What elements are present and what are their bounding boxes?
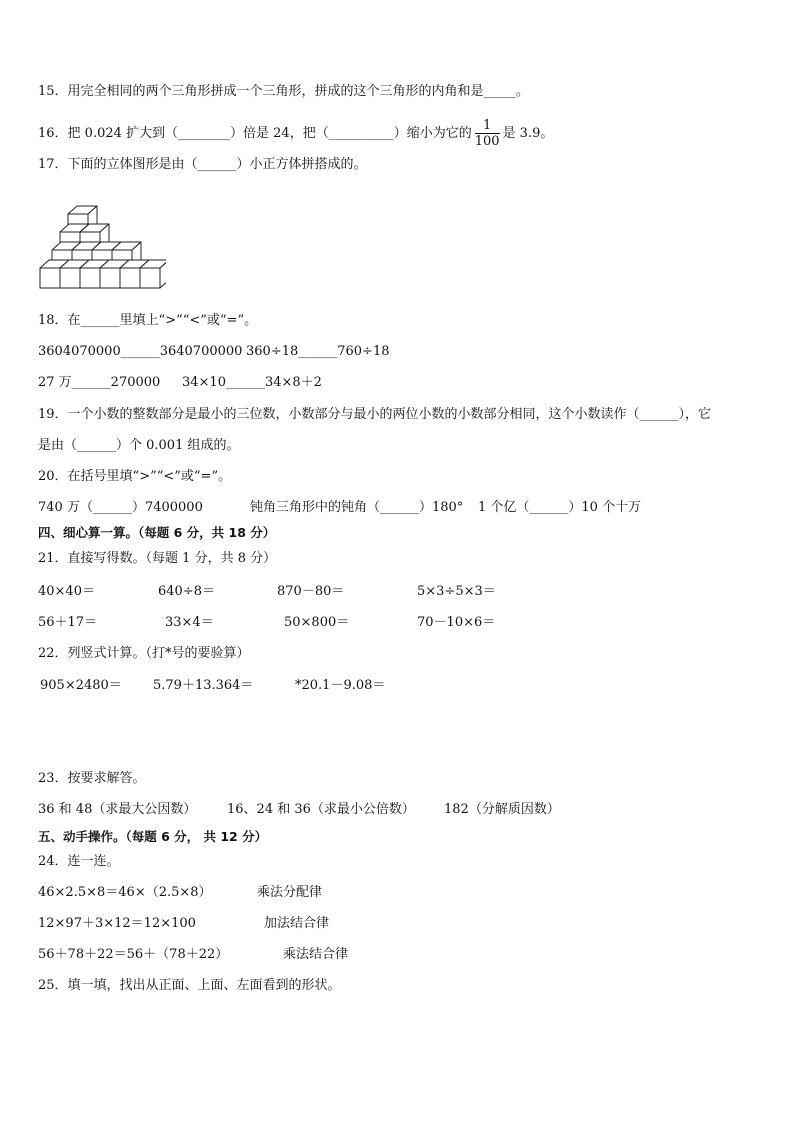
question-19-line1: 19．一个小数的整数部分是最小的三位数，小数部分与最小的两位小数的小数部分相同，这个小数读作（______），它 <box>38 407 712 422</box>
q21-item: 40×40＝ <box>38 584 95 599</box>
q22-item: 5.79＋13.364＝ <box>153 678 254 693</box>
q23-item: 182（分解质因数） <box>444 802 560 817</box>
cube-front-face <box>100 268 120 288</box>
question-16 <box>38 118 553 149</box>
q24-left-item: 46×2.5×8＝46×（2.5×8） <box>38 885 212 900</box>
q20-item-c: 1 个亿（______）10 个十万 <box>478 500 642 515</box>
q23-item: 16、24 和 36（求最小公倍数） <box>227 802 415 817</box>
q21-item: 5×3÷5×3＝ <box>417 584 496 599</box>
q21-item: 870－80＝ <box>277 584 345 599</box>
section-4-heading: 四、细心算一算。（每题 6 分，共 18 分） <box>38 525 276 540</box>
q21-item: 640÷8＝ <box>158 584 215 599</box>
question-23-title: 23．按要求解答。 <box>38 771 146 786</box>
question-20-title: 20．在括号里填“>”“<”或“=”。 <box>38 469 232 484</box>
q21-item: 70－10×6＝ <box>417 615 496 630</box>
question-24-title: 24．连一连。 <box>38 854 120 869</box>
fraction-denominator: 100 <box>474 134 500 149</box>
q18-item-b: 360÷18______760÷18 <box>246 344 390 359</box>
question-22-title: 22．列竖式计算。（打*号的要验算） <box>38 646 250 661</box>
q22-item: *20.1－9.08＝ <box>295 678 386 693</box>
q22-item: 905×2480＝ <box>40 678 122 693</box>
q16-text-before: 16．把 0.024 扩大到（________）倍是 24，把（__________）缩小为它的 <box>38 126 472 141</box>
q24-left-item: 12×97＋3×12＝12×100 <box>38 916 196 931</box>
q24-right-item: 加法结合律 <box>264 916 330 931</box>
cube-stack-figure <box>36 196 166 296</box>
q21-item: 56＋17＝ <box>38 615 98 630</box>
q20-item-a: 740 万（______）7400000 <box>38 500 203 515</box>
question-15: 15．用完全相同的两个三角形拼成一个三角形，拼成的这个三角形的内角和是_____。 <box>38 84 530 99</box>
cube-front-face <box>60 268 80 288</box>
q23-item: 36 和 48（求最大公因数） <box>38 802 197 817</box>
q16-text-after: 是 3.9。 <box>502 126 554 141</box>
q21-item: 33×4＝ <box>165 615 214 630</box>
q21-item: 50×800＝ <box>284 615 350 630</box>
question-25: 25．填一填，找出从正面、上面、左面看到的形状。 <box>38 978 341 993</box>
question-21-title: 21．直接写得数。（每题 1 分，共 8 分） <box>38 551 277 566</box>
question-19-line2: 是由（______）个 0.001 组成的。 <box>38 438 240 453</box>
cube-front-face <box>80 268 100 288</box>
q18-item-d: 34×10______34×8＋2 <box>182 375 322 390</box>
q24-right-item: 乘法结合律 <box>283 947 349 962</box>
q20-item-b: 钝角三角形中的钝角（______）180° <box>250 500 464 515</box>
q24-right-item: 乘法分配律 <box>257 885 323 900</box>
question-18-title: 18．在______里填上“>”“<”或“=”。 <box>38 313 258 328</box>
section-5-heading: 五、动手操作。（每题 6 分， 共 12 分） <box>38 829 268 844</box>
q18-item-a: 3604070000______3640700000 <box>38 344 243 359</box>
cube-front-face <box>120 268 140 288</box>
cube-front-face <box>140 268 160 288</box>
fraction <box>475 118 500 149</box>
q24-left-item: 56＋78＋22＝56＋（78＋22） <box>38 947 229 962</box>
question-17: 17．下面的立体图形是由（______）小正方体拼搭成的。 <box>38 157 367 172</box>
fraction-numerator: 1 <box>475 118 500 134</box>
q18-item-c: 27 万______270000 <box>38 375 161 390</box>
cube-front-face <box>40 268 60 288</box>
